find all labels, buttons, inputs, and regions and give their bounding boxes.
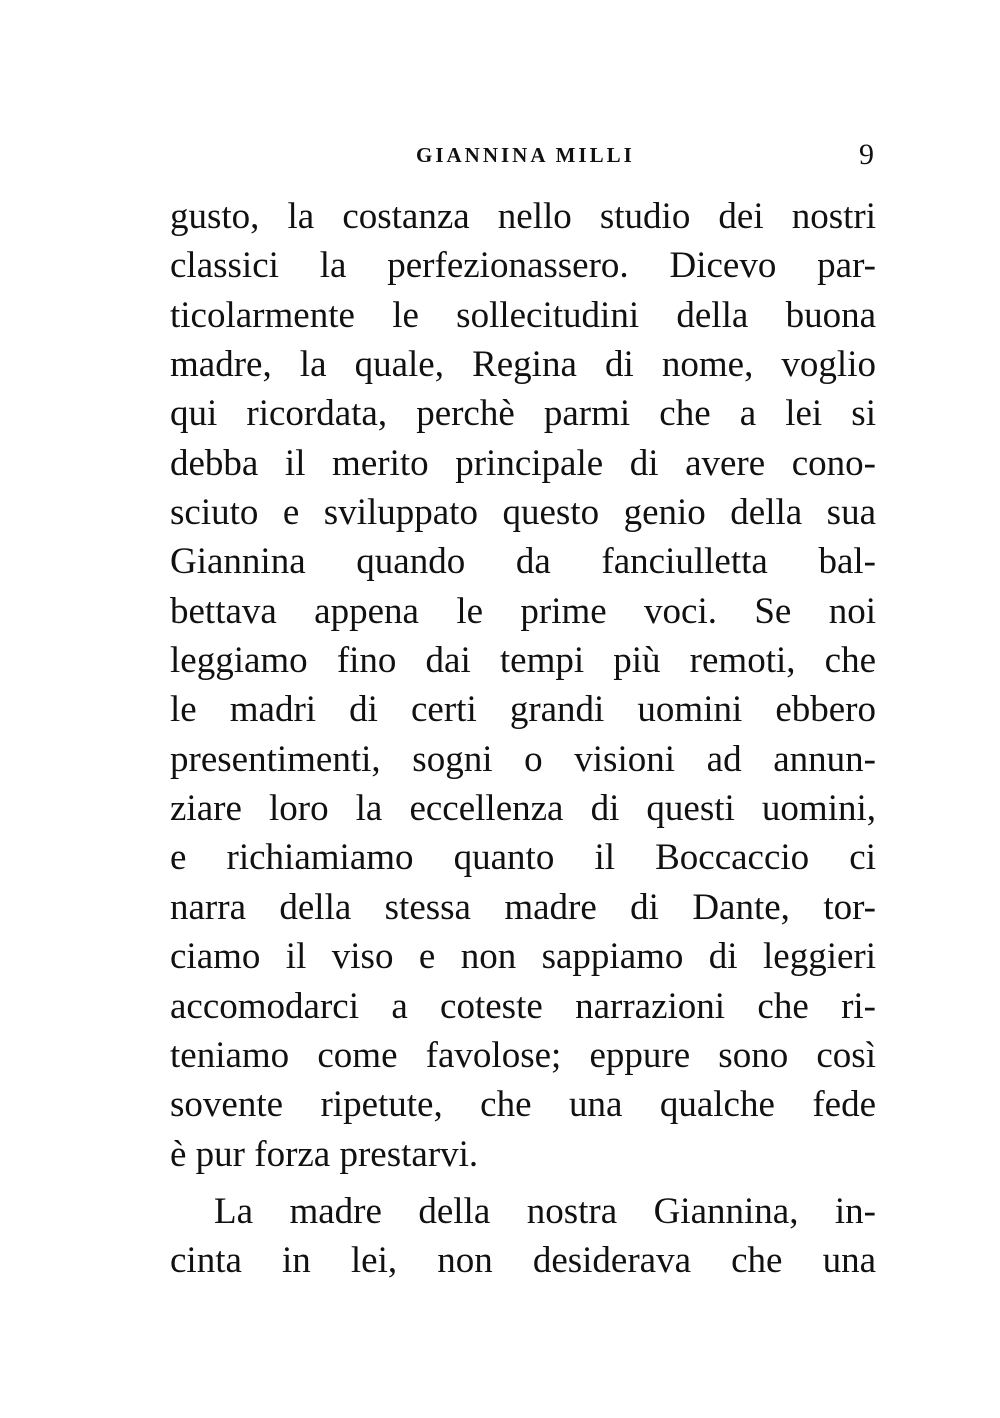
text-line: bettava appena le prime voci. Se noi	[170, 590, 876, 632]
paragraph-2	[170, 1187, 876, 1286]
text-line: è pur forza prestarvi.	[170, 1133, 479, 1175]
text-line: e richiamiamo quanto il Boccaccio ci	[170, 837, 876, 879]
running-title: GIANNINA MILLI	[416, 143, 635, 167]
text-line: teniamo come favolose; eppure sono così	[170, 1034, 876, 1076]
body-text	[170, 192, 876, 1286]
page-number: 9	[859, 138, 874, 171]
text-line: madre, la quale, Regina di nome, voglio	[170, 344, 876, 386]
paragraph-gap	[170, 1179, 876, 1187]
text-line: debba il merito principale di avere cono-	[170, 442, 876, 484]
text-line: La madre della nostra Giannina, in-	[214, 1190, 876, 1232]
text-line: accomodarci a coteste narrazioni che ri-	[170, 985, 876, 1027]
text-line: Giannina quando da fanciulletta bal-	[170, 541, 876, 583]
text-line: classici la perfezionassero. Dicevo par-	[170, 245, 876, 287]
text-line: cinta in lei, non desiderava che una	[170, 1240, 876, 1282]
paragraph-1	[170, 192, 876, 1179]
text-line: narra della stessa madre di Dante, tor-	[170, 886, 876, 928]
running-head	[170, 137, 876, 173]
text-line: sciuto e sviluppato questo genio della sua	[170, 492, 876, 534]
text-line: qui ricordata, perchè parmi che a lei si	[170, 393, 876, 435]
text-line: sovente ripetute, che una qualche fede	[170, 1084, 876, 1126]
text-line: presentimenti, sogni o visioni ad annun-	[170, 738, 876, 780]
text-line: leggiamo fino dai tempi più remoti, che	[170, 640, 876, 682]
text-line: ziare loro la eccellenza di questi uomini,	[170, 788, 876, 830]
text-line: gusto, la costanza nello studio dei nostri	[170, 196, 876, 237]
text-line: le madri di certi grandi uomini ebbero	[170, 689, 876, 731]
text-line: ciamo il viso e non sappiamo di leggieri	[170, 936, 876, 978]
text-line: ticolarmente le sollecitudini della buona	[170, 294, 876, 336]
